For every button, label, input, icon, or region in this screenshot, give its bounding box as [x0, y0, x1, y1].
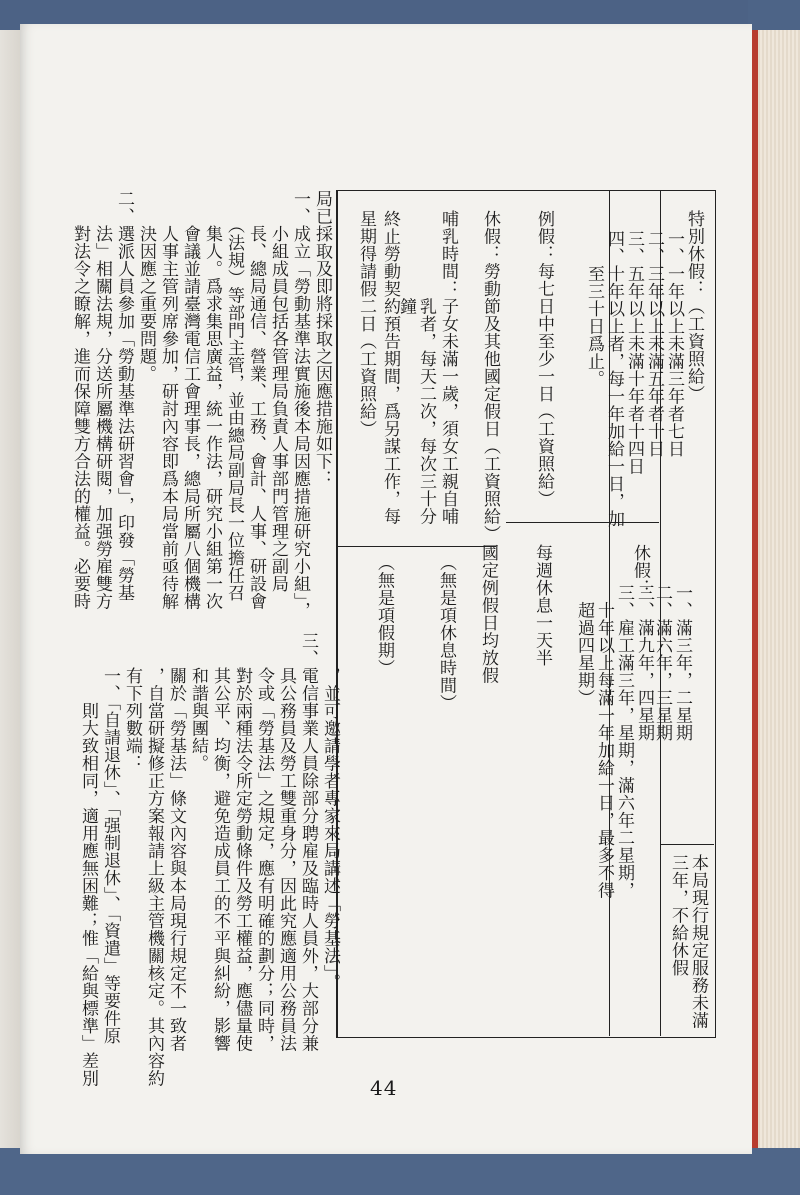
table-row-special-leave: 特別休假：（工資照給）: [684, 210, 704, 403]
table-row-notice-period: 終止勞動契約預告期間，爲另謀工作，每: [380, 210, 400, 525]
body-line: 三、電信事業人員除部分聘雇及臨時人員外，大部分兼: [298, 632, 318, 1052]
table-row-divider: [660, 844, 714, 845]
table-cell-text: 三、雇工滿三年，星期，滿六年二星期，: [614, 584, 634, 899]
page-stack-edges: [752, 30, 800, 1160]
table-cell-leave: 休假：: [630, 544, 650, 597]
body-line: 對法令之瞭解，進而保障雙方合法的權益。必要時: [70, 190, 90, 610]
table-row-weekly-rest: 例假：每七日中至少一日（工資照給）: [534, 210, 554, 508]
table-cell-weekly-rest: 每週休息一天半: [532, 544, 552, 667]
body-line: 有下列數端：: [122, 632, 142, 772]
body-line: 一、「自請退休」、「强制退休」、「資遣」等要件原: [100, 632, 120, 1045]
table-cell-text: 十年以上每滿一年加給一日，最多不得: [594, 584, 614, 899]
table-cell-service-rule: 三年，不給休假: [668, 854, 688, 977]
table-row-holidays: 休假：勞動節及其他國定假日（工資照給）: [480, 210, 500, 543]
body-line: 法」相關法規，分送所屬機構研閱，加强勞雇雙方: [92, 190, 112, 610]
body-line: 和諧與團結。: [188, 632, 208, 772]
book-binding-bottom: [0, 1148, 800, 1195]
body-line: 人事主管列席參加，研討內容即爲本局當前亟待解: [158, 190, 178, 610]
body-line: 小組成員包括各管理局負責人事部門管理之副局: [268, 190, 288, 593]
body-line: 長、總局通信、營業、工務、會計、人事、研設會: [246, 190, 266, 610]
table-row-divider: [336, 546, 496, 547]
body-line: 二、選派人員參加「勞動基準法研習會」，印發「勞基: [114, 190, 134, 602]
table-cell-text: 超過四星期）: [574, 584, 594, 707]
table-row-text: 鐘: [396, 210, 416, 315]
body-line: 令或「勞基法」之規定，應有明確的劃分；同時，: [254, 632, 274, 1052]
table-cell-text: 三、滿九年，四星期: [634, 584, 654, 742]
body-line: 則大致相同，適用應無困難；惟「給與標準」差別: [78, 632, 98, 1087]
body-line: 一、成立「勞動基準法實施後本局因應措施研究小組」，: [290, 190, 310, 619]
body-line: 其公平、均衡，避免造成員工的不平與糾紛，影響: [210, 632, 230, 1052]
body-line: 會議並請臺灣電信工會理事長，總局所屬八個機構: [180, 190, 200, 610]
table-cell-service-rule: 本局現行規定服務未滿: [688, 854, 708, 1029]
table-cell-notice-period: （無是項假期）: [374, 554, 394, 677]
table-row-text: 乳者，每天二次，每次三十分: [416, 210, 436, 525]
table-row-text: 星期得請假二日（工資照給）: [356, 210, 376, 438]
body-line: ，並可邀請學者專家來局講述「勞基法」。: [320, 632, 340, 991]
table-row-text: 四、十年以上者，每一年加給一日，加: [604, 230, 624, 528]
body-line: 對於兩種法令所定勞動條件及勞工權益，應儘量使: [232, 632, 252, 1052]
book-page: [20, 24, 752, 1154]
table-row-text: 至三十日爲止。: [584, 230, 604, 388]
body-line: 局已採取及即將採取之因應措施如下：: [312, 190, 332, 488]
table-cell-text: 一、滿三年，二星期: [672, 584, 692, 742]
table-cell-nursing: （無是項休息時間）: [436, 554, 456, 712]
table-row-divider: [506, 522, 609, 523]
table-row-nursing: 哺乳時間：子女未滿一歲，須女工親自哺: [438, 210, 458, 525]
table-row-text: 三、五年以上未滿十年者十四日: [624, 230, 644, 475]
body-line: （法規）等部門主管，並由總局副局長一位擔任召: [224, 190, 244, 602]
body-line: 具公務員及勞工雙重身分，因此究應適用公務員法: [276, 632, 296, 1052]
table-cell-text: 二、滿六年，三星期: [652, 584, 672, 742]
body-line: ，自當研擬修正方案報請上級主管機關核定。其內容約: [144, 632, 164, 1087]
table-cell-holidays: 國定例假日均放假: [478, 544, 498, 684]
body-line: 關於「勞基法」條文內容與本局現行規定不一致者: [166, 632, 186, 1052]
body-line: 決因應之重要問題。: [136, 190, 156, 383]
page-number: 44: [370, 1076, 398, 1100]
table-row-text: 一、一年以上未滿三年者七日: [664, 230, 684, 458]
body-line: 集人。爲求集思廣益，統一作法，研究小組第一次: [202, 190, 222, 610]
table-row-text: 二、三年以上未滿五年者十日: [644, 230, 664, 458]
